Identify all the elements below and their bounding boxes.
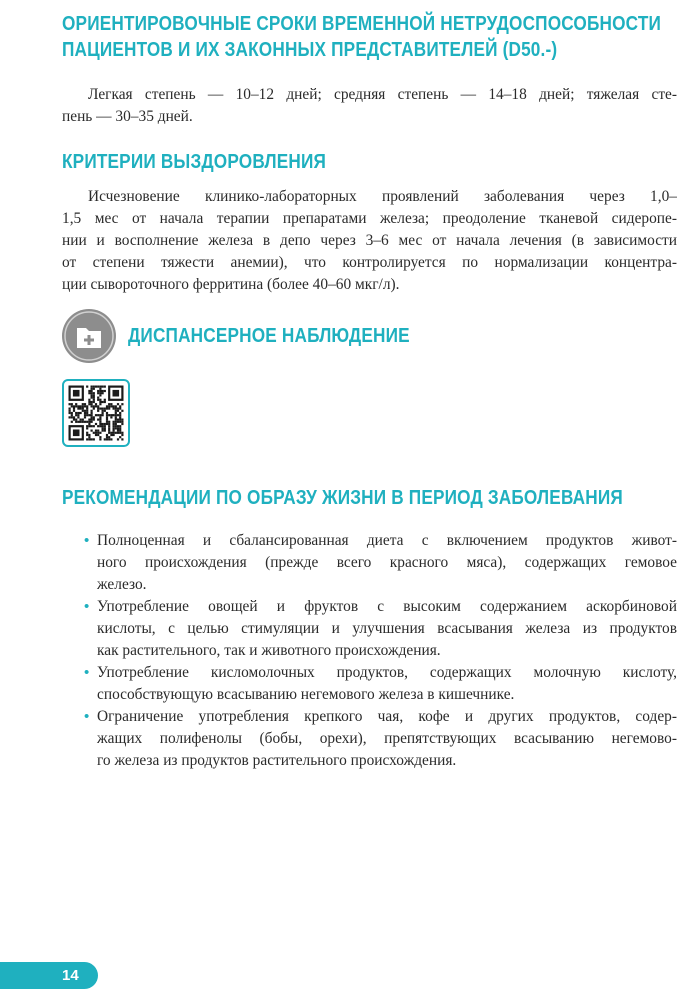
bullet-icon: • bbox=[84, 708, 90, 725]
list-item-line: Ограничение употребления крепкого чая, кофе и других продуктов, содер- bbox=[97, 708, 677, 725]
bullet-icon: • bbox=[84, 532, 90, 549]
list-item-line: железо. bbox=[97, 576, 147, 593]
list-item-line: как растительного, так и животного происхождения. bbox=[97, 642, 441, 659]
section-title-recovery: КРИТЕРИИ ВЫЗДОРОВЛЕНИЯ bbox=[62, 151, 327, 173]
paragraph-line: Легкая степень — 10–12 дней; средняя степень — 14–18 дней; тяжелая сте- bbox=[88, 86, 677, 103]
list-item-line: способствующую всасыванию негемового железа в кишечнике. bbox=[97, 686, 515, 703]
bullet-icon: • bbox=[84, 598, 90, 615]
list-item-line: жащих полифенолы (бобы, орехи), препятствующих всасыванию негемово- bbox=[97, 730, 677, 747]
paragraph-line: Исчезновение клинико-лабораторных проявлений заболевания через 1,0– bbox=[88, 188, 677, 205]
list-item-line: Употребление кисломолочных продуктов, содержащих молочную кислоту, bbox=[97, 664, 677, 681]
paragraph-line: от степени тяжести анемии), что контролируется по нормализации концентра- bbox=[62, 254, 677, 271]
list-item-line: Употребление овощей и фруктов с высоким содержанием аскорбиновой bbox=[97, 598, 677, 615]
paragraph-line: пень — 30–35 дней. bbox=[62, 108, 193, 125]
list-item-line: кислоты, с целью стимуляции и улучшения всасывания железа из продуктов bbox=[97, 620, 677, 637]
paragraph-line: ции сывороточного ферритина (более 40–60 мкг/л). bbox=[62, 276, 400, 293]
bullet-icon: • bbox=[84, 664, 90, 681]
section-title-disability-line2: ПАЦИЕНТОВ И ИХ ЗАКОННЫХ ПРЕДСТАВИТЕЛЕЙ (D50.-) bbox=[62, 39, 558, 61]
medical-folder-icon bbox=[62, 309, 116, 363]
qr-code[interactable] bbox=[62, 379, 130, 447]
paragraph-line: 1,5 мес от начала терапии препаратами железа; преодоление тканевой сидеропе- bbox=[62, 210, 677, 227]
section-title-disability-line1: ОРИЕНТИРОВОЧНЫЕ СРОКИ ВРЕМЕННОЙ НЕТРУДОСПОСОБНОСТИ bbox=[62, 13, 662, 35]
paragraph-line: нии и восполнение железа в депо через 3–6 мес от начала лечения (в зависимости bbox=[62, 232, 677, 249]
section-title-dispensary: ДИСПАНСЕРНОЕ НАБЛЮДЕНИЕ bbox=[128, 325, 410, 347]
list-item-line: го железа из продуктов растительного происхождения. bbox=[97, 752, 457, 769]
section-title-lifestyle: РЕКОМЕНДАЦИИ ПО ОБРАЗУ ЖИЗНИ В ПЕРИОД ЗАБОЛЕВАНИЯ bbox=[62, 487, 623, 509]
list-item-line: Полноценная и сбалансированная диета с включением продуктов живот- bbox=[97, 532, 677, 549]
page-number: 14 bbox=[62, 967, 79, 984]
list-item-line: ного происхождения (прежде всего красного мяса), содержащих гемовое bbox=[97, 554, 677, 571]
page-number-tab bbox=[0, 962, 98, 989]
qr-code-pattern bbox=[64, 381, 128, 445]
